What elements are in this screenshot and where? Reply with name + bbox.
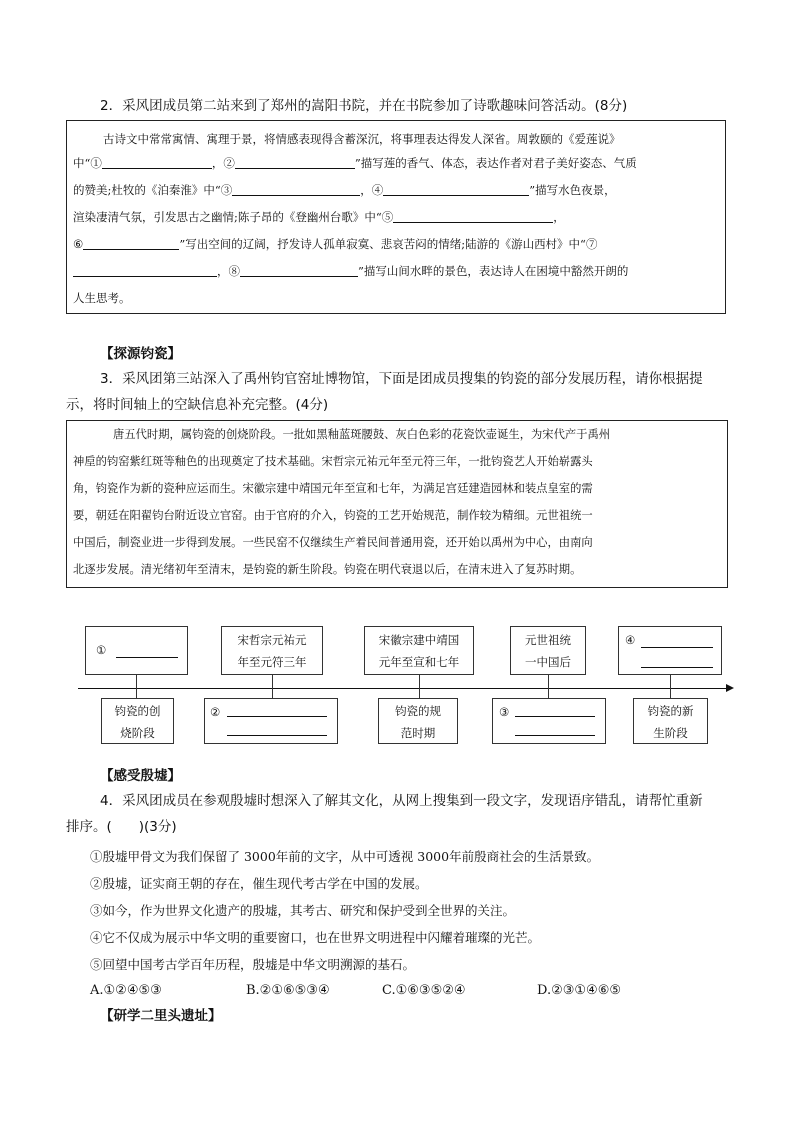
q3-title-line-2: 示，将时间轴上的空缺信息补充完整。(4分) xyxy=(66,397,329,413)
timeline-top-box-5: ④ xyxy=(618,626,722,675)
timeline-top-box-2: 宋哲宗元祐元 年至元符三年 xyxy=(221,626,323,675)
connector xyxy=(272,688,273,698)
section-heading-tanyuan: 【探源钧瓷】 xyxy=(100,346,181,362)
timeline-bottom-box-3: 钧瓷的规 范时期 xyxy=(378,698,458,744)
q2-line-1: 古诗文中常常寓情、寓理于景，将情感表现得含蓄深沉，将事理表达得发人深省。周敦颐的《爱莲说》 xyxy=(103,132,621,146)
connector xyxy=(670,675,671,688)
option-d[interactable]: D.②③①④⑥⑤ xyxy=(537,983,622,998)
passage-line-1: 唐五代时期，属钧瓷的创烧阶段。一批如黑釉蓝斑腰鼓、灰白色彩的花瓷饮壶诞生，为宋代产于禹州 xyxy=(113,428,611,441)
q2-line-4: 渲染凄清气氛，引发思古之幽情;陈子昂的《登幽州台歌》中“⑤ ， xyxy=(73,210,565,224)
sentence-5: ⑤回望中国考古学百年历程，殷墟是中华文明溯源的基石。 xyxy=(90,957,416,972)
arrow-right-icon xyxy=(726,684,734,692)
blank-bottom-3b[interactable] xyxy=(515,735,595,736)
passage-line-5: 中国后，制瓷业进一步得到发展。一些民窑不仅继续生产着民间普通用瓷，还开始以禹州为中心，由南向 xyxy=(73,536,593,549)
section-heading-yanxue: 【研学二里头遗址】 xyxy=(100,1008,222,1024)
timeline-top-box-4: 元世祖统 一中国后 xyxy=(510,626,586,675)
timeline-axis xyxy=(78,688,728,689)
connector xyxy=(136,688,137,698)
passage-line-4: 要，朝廷在阳翟钧台附近设立官窑。由于官府的介入，钧瓷的工艺开始规范，制作较为精细。元世祖统一 xyxy=(73,509,593,522)
option-a[interactable]: A.①②④⑤③ xyxy=(90,983,162,998)
blank-3[interactable] xyxy=(232,181,360,196)
timeline-bottom-box-5: 钧瓷的新 生阶段 xyxy=(633,698,708,744)
q2-line-2: 中“① ，② ”描写莲的香气、体态，表达作者对君子美好姿态、气质 xyxy=(73,156,637,170)
timeline-top-box-3: 宋徽宗建中靖国 元年至宣和七年 xyxy=(364,626,474,675)
blank-bottom-2a[interactable] xyxy=(227,716,327,717)
blank-6[interactable] xyxy=(83,235,179,250)
sentence-3: ③如今，作为世界文化遗产的殷墟，其考古、研究和保护受到全世界的关注。 xyxy=(90,903,516,918)
section-heading-ganshou: 【感受殷墟】 xyxy=(100,768,181,784)
option-c[interactable]: C.①⑥③⑤②④ xyxy=(382,983,466,998)
blank-4[interactable] xyxy=(383,181,529,196)
timeline-bottom-box-1: 钧瓷的创 烧阶段 xyxy=(101,698,174,744)
blank-top-1[interactable] xyxy=(116,657,178,658)
q2-line-3: 的赞美;杜牧的《泊秦淮》中“③ ，④ ”描写水色夜景， xyxy=(73,183,616,197)
blank-2[interactable] xyxy=(235,154,355,169)
blank-5[interactable] xyxy=(393,208,553,223)
sentence-1: ①殷墟甲骨文为我们保留了 3000年前的文字，从中可透视 3000年前殷商社会的生活景致。 xyxy=(90,849,600,864)
timeline-top-box-1: ① xyxy=(85,626,188,675)
timeline-bottom-box-4: ③ xyxy=(492,698,606,744)
passage-line-3: 角，钧瓷作为新的瓷种应运而生。宋徽宗建中靖国元年至宣和七年，为满足宫廷建造园林和装点皇室的需 xyxy=(73,482,593,495)
blank-top-4a[interactable] xyxy=(641,647,713,648)
timeline-bottom-box-2: ② xyxy=(204,698,338,744)
q2-title: 2．采风团成员第二站来到了郑州的嵩阳书院，并在书院参加了诗歌趣味问答活动。(8分) xyxy=(100,98,628,114)
passage-line-6: 北逐步发展。清光绪初年至清末，是钧瓷的新生阶段。钧瓷在明代衰退以后，在清末进入了复苏时期。 xyxy=(73,563,582,576)
connector xyxy=(548,675,549,688)
blank-1[interactable] xyxy=(102,154,212,169)
q4-title-line-1: 4．采风团成员在参观殷墟时想深入了解其文化，从网上搜集到一段文字，发现语序错乱，请帮忙重新 xyxy=(100,793,703,809)
connector xyxy=(272,675,273,688)
connector xyxy=(548,688,549,698)
blank-bottom-3a[interactable] xyxy=(515,716,595,717)
q3-passage-box xyxy=(66,420,728,588)
q2-line-5: ⑥ ”写出空间的辽阔，抒发诗人孤单寂寞、悲哀苦闷的情绪;陆游的《游山西村》中“⑦ xyxy=(73,237,598,251)
blank-top-4b[interactable] xyxy=(641,667,713,668)
connector xyxy=(419,675,420,688)
q2-poetry-box xyxy=(66,120,726,314)
q3-title-line-1: 3．采风团第三站深入了禹州钧官窑址博物馆，下面是团成员搜集的钧瓷的部分发展历程，请你根据提 xyxy=(100,371,703,387)
blank-8[interactable] xyxy=(240,262,358,277)
q2-line-6: ，⑧ ”描写山间水畔的景色，表达诗人在困境中豁然开朗的 xyxy=(73,257,628,285)
q4-title-line-2: 排序。( )(3分) xyxy=(66,819,177,835)
blank-7[interactable] xyxy=(73,262,217,277)
sentence-2: ②殷墟，证实商王朝的存在，催生现代考古学在中国的发展。 xyxy=(90,876,428,891)
connector xyxy=(670,688,671,698)
connector xyxy=(136,675,137,688)
q2-line-7: 人生思考。 xyxy=(73,291,131,305)
connector xyxy=(419,688,420,698)
option-b[interactable]: B.②①⑥⑤③④ xyxy=(246,983,330,998)
passage-line-2: 神垕的钧窑紫红斑等釉色的出现奠定了技术基础。宋哲宗元祐元年至元符三年，一批钧瓷艺人开始崭露头 xyxy=(73,455,593,468)
sentence-4: ④它不仅成为展示中华文明的重要窗口，也在世界文明进程中闪耀着璀璨的光芒。 xyxy=(90,930,541,945)
blank-bottom-2b[interactable] xyxy=(227,735,327,736)
